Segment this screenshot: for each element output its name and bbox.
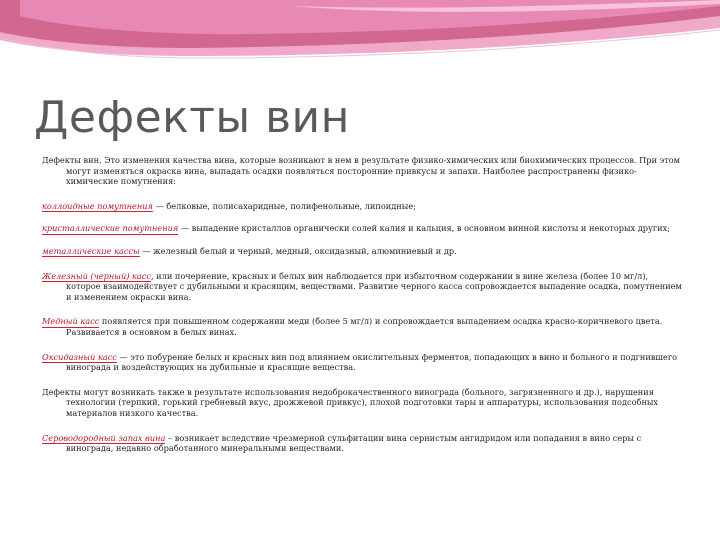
oxidase-casse-paragraph	[42, 352, 682, 373]
paragraph-text: появляется при повышенном содержании меди (более 5 мг/л) и сопровождается выпадением осадка красно-коричневого цвета. Развивается в основном в белых винах.	[66, 316, 663, 337]
term-crystalline: кристаллические помутнения	[42, 223, 179, 234]
term-copper-casse: Медный касс	[42, 316, 100, 327]
colloidal-paragraph	[42, 201, 682, 212]
slide-body	[42, 155, 682, 468]
iron-casse-paragraph	[42, 271, 682, 303]
term-metallic: металлические кассы	[42, 245, 140, 256]
paragraph-text: — выпадение кристаллов органически солей калия и кальция, в основном винной кислоты и некоторых других;	[178, 223, 670, 234]
copper-casse-paragraph	[42, 316, 682, 337]
paragraph-text: , или почернение, красных и белых вин наблюдается при избыточном содержании в вине железа (более 10 мг/л), которое взаимодействует с дубильными и красящим, веществами. Развитие черного касса сопровождается выпадение осадка, помутнением и изменением окраски вина.	[66, 270, 682, 302]
metallic-paragraph	[42, 246, 682, 257]
term-hydrogen-sulfide: Сероводородный запах вина	[42, 432, 166, 443]
intro-paragraph	[42, 155, 682, 187]
paragraph-text: — это побурение белых и красных вин под влиянием окислительных ферментов, попадающих в вино и больного и подгнившего винограда и воздействующих на дубильные и красящие вещества.	[66, 351, 678, 373]
term-colloidal: коллоидные помутнения	[42, 200, 153, 211]
crystalline-paragraph	[42, 223, 682, 234]
term-iron-casse: Железный (черный) касс	[42, 270, 151, 281]
paragraph-text: — белковые, полисахаридные, полифенольные, липоидные;	[152, 200, 416, 211]
slide-title: Дефекты вин	[34, 92, 350, 143]
other-defects-paragraph	[42, 387, 682, 419]
decorative-banner	[0, 0, 720, 80]
paragraph-text: – возникает вследствие чрезмерной сульфитации вина сернистым ангидридом или попадания в вино серы с винограда, недавно обработанного минеральными веществами.	[66, 432, 642, 454]
paragraph-text: Дефекты вин. Это изменения качества вина, которые возникают в нем в результате физико-химических или биохимических процессов. При этом могут изменяться окраска вина, выпадать осадки появляться посторонние привкусы и запахи. Наиболее распространены физико-химические помутнения:	[42, 155, 680, 187]
paragraph-text: — железный белый и черный, медный, оксидазный, алюминиевый и др.	[139, 245, 457, 256]
term-oxidase-casse: Оксидазный касс	[42, 351, 117, 362]
hydrogen-sulfide-paragraph	[42, 433, 682, 454]
paragraph-text: Дефекты могут возникать также в результате использования недоброкачественного винограда (больного, загрязненного и др.), нарушения технологии (терпкий, горький гребневый вкус, дрожжевой привкус), плохой подготовки тары и аппаратуры, использования подсобных материалов низкого качества.	[42, 386, 659, 418]
